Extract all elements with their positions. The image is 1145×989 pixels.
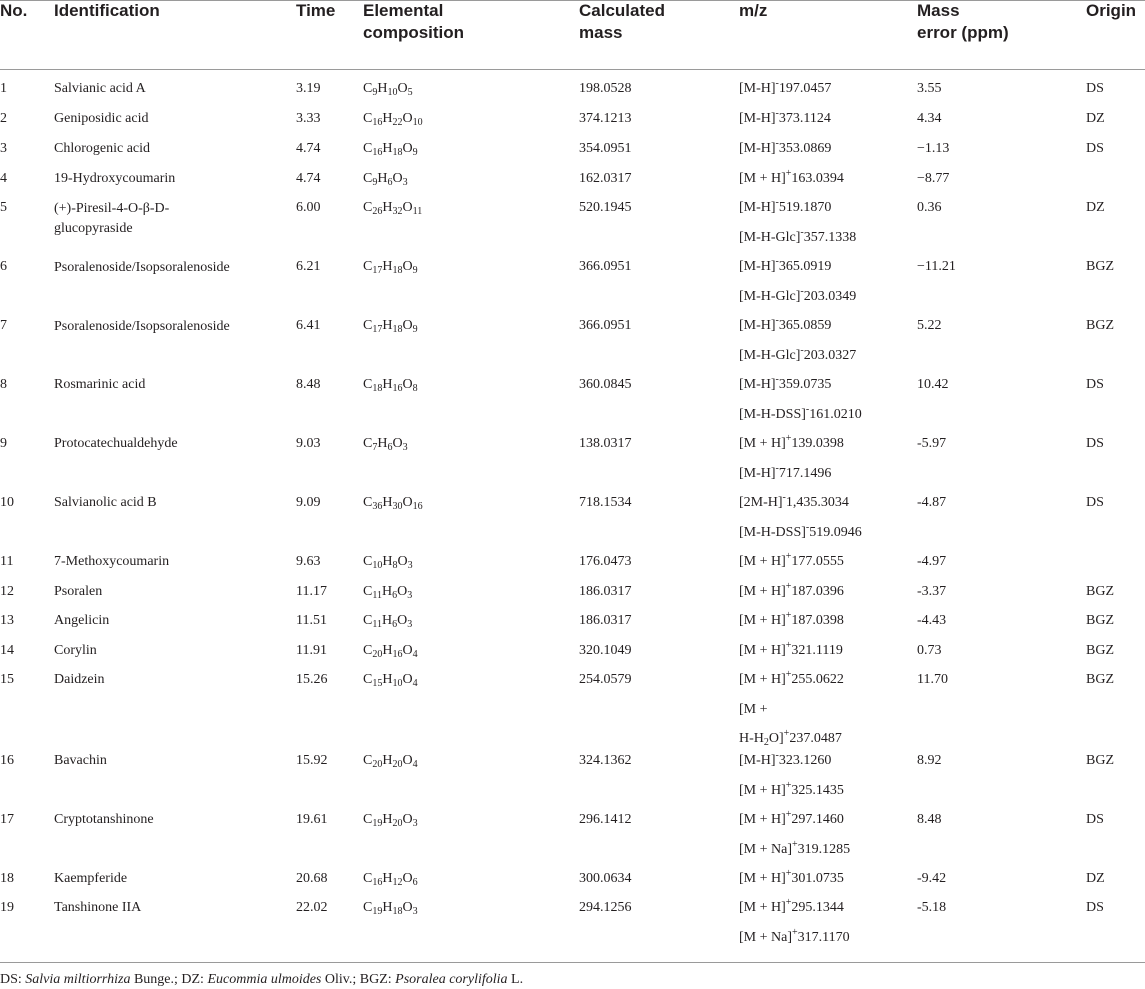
- mass-error: 11.70: [917, 672, 948, 687]
- row-number: 8: [0, 377, 7, 392]
- mass-error: -9.42: [917, 871, 947, 886]
- origin-code: BGZ: [1086, 259, 1114, 274]
- retention-time: 8.48: [296, 377, 321, 392]
- retention-time: 4.74: [296, 141, 321, 156]
- row-number: 6: [0, 259, 7, 274]
- mz-value: [M + H]+255.0622: [739, 669, 844, 687]
- mass-error: −8.77: [917, 171, 950, 186]
- header-mass-error: Mass error (ppm): [917, 1, 1009, 42]
- origin-code: DS: [1086, 495, 1104, 510]
- retention-time: 3.19: [296, 81, 321, 96]
- elemental-composition: $C_7H_6O_3$: [363, 436, 408, 453]
- elemental-composition: $C_{11}H_6O_3$: [363, 584, 413, 601]
- mz-value: [M + H]+321.1119: [739, 640, 843, 658]
- compound-identification: Geniposidic acid: [54, 111, 149, 126]
- retention-time: 15.26: [296, 672, 328, 687]
- retention-time: 6.41: [296, 318, 321, 333]
- origin-code: DS: [1086, 377, 1104, 392]
- row-number: 19: [0, 900, 14, 915]
- calculated-mass: 718.1534: [579, 495, 632, 510]
- calculated-mass: 366.0951: [579, 318, 632, 333]
- mz-value: [M-H-DSS]-161.0210: [739, 403, 862, 422]
- header-no: No.: [0, 1, 28, 20]
- mass-error: −11.21: [917, 259, 956, 274]
- elemental-composition: $C_{11}H_6O_3$: [363, 613, 413, 630]
- row-number: 18: [0, 871, 14, 886]
- mz-value: [M-H-DSS]-519.0946: [739, 521, 862, 540]
- compound-identification: Tanshinone IIA: [54, 900, 142, 915]
- mz-value: [M-H]-365.0919: [739, 256, 832, 274]
- header-identification: Identification: [54, 1, 160, 20]
- mz-value: [M + H]+187.0396: [739, 581, 844, 599]
- origin-code: DZ: [1086, 111, 1105, 126]
- mz-value: [M + Na]+317.1170: [739, 926, 850, 945]
- calculated-mass: 186.0317: [579, 584, 632, 599]
- elemental-composition: $C_{18}H_{16}O_8$: [363, 377, 418, 394]
- row-number: 3: [0, 141, 7, 156]
- origin-code: BGZ: [1086, 318, 1114, 333]
- elemental-composition: $C_{10}H_8O_3$: [363, 554, 413, 571]
- retention-time: 9.09: [296, 495, 321, 510]
- row-number: 4: [0, 171, 7, 186]
- mass-error: -5.97: [917, 436, 947, 451]
- retention-time: 6.00: [296, 200, 321, 215]
- calculated-mass: 366.0951: [579, 259, 632, 274]
- compound-identification: (+)-Piresil-4-O-β-D-glucopyraside: [54, 201, 170, 236]
- compound-identification: Psoralenoside/Isopsoralenoside: [54, 260, 230, 275]
- elemental-composition: $C_{16}H_{12}O_6$: [363, 871, 418, 888]
- row-number: 1: [0, 81, 7, 96]
- row-number: 15: [0, 672, 14, 687]
- mass-error: -3.37: [917, 584, 947, 599]
- calculated-mass: 324.1362: [579, 753, 632, 768]
- retention-time: 3.33: [296, 111, 321, 126]
- compound-identification: Cryptotanshinone: [54, 812, 154, 827]
- retention-time: 20.68: [296, 871, 328, 886]
- mz-value: [2M-H]-1,435.3034: [739, 492, 849, 510]
- retention-time: 9.03: [296, 436, 321, 451]
- elemental-composition: $C_{17}H_{18}O_9$: [363, 259, 418, 276]
- retention-time: 9.63: [296, 554, 321, 569]
- compound-identification: Chlorogenic acid: [54, 141, 151, 156]
- mz-value: [M-H]-353.0869: [739, 138, 832, 156]
- elemental-composition: $C_{36}H_{30}O_{16}$: [363, 495, 423, 512]
- calculated-mass: 374.1213: [579, 111, 632, 126]
- calculated-mass: 360.0845: [579, 377, 632, 392]
- origin-code: BGZ: [1086, 584, 1114, 599]
- compound-identification: Salvianic acid A: [54, 81, 146, 96]
- mass-error: 8.48: [917, 812, 942, 827]
- origin-code: DS: [1086, 900, 1104, 915]
- origin-code: DZ: [1086, 871, 1105, 886]
- mz-value: [M-H]-373.1124: [739, 108, 831, 126]
- retention-time: 15.92: [296, 753, 328, 768]
- retention-time: 4.74: [296, 171, 321, 186]
- origin-code: DZ: [1086, 200, 1105, 215]
- header-calculated-mass: Calculated mass: [579, 1, 665, 42]
- row-number: 12: [0, 584, 14, 599]
- calculated-mass: 300.0634: [579, 871, 632, 886]
- elemental-composition: $C_{17}H_{18}O_9$: [363, 318, 418, 335]
- origin-code: DS: [1086, 81, 1104, 96]
- calculated-mass: 520.1945: [579, 200, 632, 215]
- mass-error: -4.97: [917, 554, 947, 569]
- elemental-composition: $C_{15}H_{10}O_4$: [363, 672, 418, 689]
- retention-time: 11.91: [296, 643, 327, 658]
- mz-value: [M-H-Glc]-203.0349: [739, 285, 857, 304]
- elemental-composition: $C_{16}H_{22}O_{10}$: [363, 111, 423, 128]
- mz-value: [M + H]+187.0398: [739, 610, 844, 628]
- mz-value: $H-H_2O]^+237.0487$: [739, 728, 842, 748]
- calculated-mass: 162.0317: [579, 171, 632, 186]
- mass-error: 0.73: [917, 643, 942, 658]
- elemental-composition: $C_9H_{10}O_5$: [363, 81, 413, 98]
- mass-error: 4.34: [917, 111, 942, 126]
- mass-error: 10.42: [917, 377, 949, 392]
- mass-error: 5.22: [917, 318, 942, 333]
- table-footnote: DS: Salvia miltiorrhiza Bunge.; DZ: Eucommia ulmoides Oliv.; BGZ: Psoralea corylifolia L.: [0, 972, 524, 987]
- elemental-composition: $C_9H_6O_3$: [363, 171, 408, 188]
- mass-error: -4.87: [917, 495, 947, 510]
- compound-identification: Daidzein: [54, 672, 105, 687]
- row-number: 16: [0, 753, 14, 768]
- compound-identification: 19-Hydroxycoumarin: [54, 171, 176, 186]
- calculated-mass: 186.0317: [579, 613, 632, 628]
- retention-time: 6.21: [296, 259, 321, 274]
- mass-error: -4.43: [917, 613, 947, 628]
- row-number: 14: [0, 643, 14, 658]
- calculated-mass: 254.0579: [579, 672, 632, 687]
- calculated-mass: 198.0528: [579, 81, 632, 96]
- compound-identification: Kaempferide: [54, 871, 128, 886]
- header-origin: Origin: [1086, 1, 1137, 20]
- row-number: 2: [0, 111, 7, 126]
- row-number: 13: [0, 613, 14, 628]
- mz-value: [M-H]-197.0457: [739, 78, 832, 96]
- origin-code: DS: [1086, 812, 1104, 827]
- mz-value: [M + H]+295.1344: [739, 897, 844, 915]
- header-time: Time: [296, 1, 336, 20]
- compound-identification: 7-Methoxycoumarin: [54, 554, 170, 569]
- origin-code: DS: [1086, 141, 1104, 156]
- bottom-rule: [0, 962, 1145, 963]
- mz-value: [M + H]+297.1460: [739, 809, 844, 827]
- mz-value: [M-H-Glc]-203.0327: [739, 344, 857, 363]
- calculated-mass: 294.1256: [579, 900, 632, 915]
- mz-value: [M + Na]+319.1285: [739, 838, 851, 857]
- mz-value: [M-H]-323.1260: [739, 750, 832, 768]
- calculated-mass: 354.0951: [579, 141, 632, 156]
- header-rule: [0, 69, 1145, 70]
- row-number: 11: [0, 554, 14, 569]
- compound-identification: Protocatechualdehyde: [54, 436, 178, 451]
- elemental-composition: $C_{19}H_{18}O_3$: [363, 900, 418, 917]
- compound-identification: Corylin: [54, 643, 97, 658]
- retention-time: 19.61: [296, 812, 328, 827]
- origin-code: BGZ: [1086, 753, 1114, 768]
- mz-value: [M + H]+139.0398: [739, 433, 844, 451]
- elemental-composition: $C_{20}H_{16}O_4$: [363, 643, 418, 660]
- row-number: 17: [0, 812, 14, 827]
- calculated-mass: 296.1412: [579, 812, 632, 827]
- calculated-mass: 176.0473: [579, 554, 632, 569]
- compound-identification: Bavachin: [54, 753, 107, 768]
- mass-error: −1.13: [917, 141, 950, 156]
- retention-time: 11.51: [296, 613, 327, 628]
- header-mz: m/z: [739, 1, 768, 20]
- elemental-composition: $C_{19}H_{20}O_3$: [363, 812, 418, 829]
- mass-error: 3.55: [917, 81, 942, 96]
- mz-value: [M-H-Glc]-357.1338: [739, 226, 857, 245]
- row-number: 9: [0, 436, 7, 451]
- row-number: 5: [0, 200, 7, 215]
- elemental-composition: $C_{16}H_{18}O_9$: [363, 141, 418, 158]
- mz-value: [M + H]+301.0735: [739, 868, 844, 886]
- mz-value: [M-H]-519.1870: [739, 197, 832, 215]
- mass-error: 0.36: [917, 200, 942, 215]
- row-number: 7: [0, 318, 7, 333]
- elemental-composition: $C_{26}H_{32}O_{11}$: [363, 200, 423, 217]
- calculated-mass: 320.1049: [579, 643, 632, 658]
- origin-code: DS: [1086, 436, 1104, 451]
- mz-value: [M-H]-365.0859: [739, 315, 832, 333]
- header-composition: Elemental composition: [363, 1, 465, 42]
- row-number: 10: [0, 495, 14, 510]
- mz-value: [M +: [739, 701, 768, 717]
- retention-time: 11.17: [296, 584, 327, 599]
- mz-value: [M-H]-717.1496: [739, 462, 832, 481]
- origin-code: BGZ: [1086, 672, 1114, 687]
- mz-value: [M + H]+177.0555: [739, 551, 844, 569]
- compound-identification: Psoralen: [54, 584, 103, 599]
- compound-identification: Angelicin: [54, 613, 110, 628]
- mz-value: [M-H]-359.0735: [739, 374, 832, 392]
- retention-time: 22.02: [296, 900, 328, 915]
- origin-code: BGZ: [1086, 643, 1114, 658]
- mz-value: [M + H]+163.0394: [739, 168, 844, 186]
- compound-identification: Rosmarinic acid: [54, 377, 146, 392]
- calculated-mass: 138.0317: [579, 436, 632, 451]
- mass-error: 8.92: [917, 753, 942, 768]
- compound-identification: Salvianolic acid B: [54, 495, 157, 510]
- mass-error: -5.18: [917, 900, 947, 915]
- origin-code: BGZ: [1086, 613, 1114, 628]
- compound-identification: Psoralenoside/Isopsoralenoside: [54, 319, 230, 334]
- elemental-composition: $C_{20}H_{20}O_4$: [363, 753, 418, 770]
- mz-value: [M + H]+325.1435: [739, 779, 844, 798]
